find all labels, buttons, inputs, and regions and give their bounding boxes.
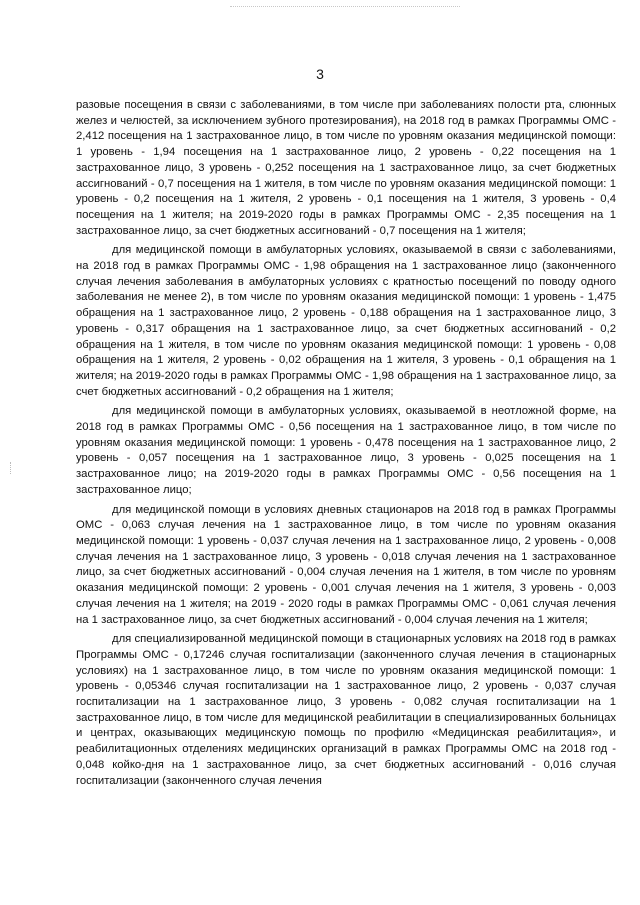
scan-artifact-margin (10, 462, 14, 474)
paragraph-1: разовые посещения в связи с заболеваниями, в том числе при заболеваниях полости рта, слюнных желез и челюстей, за исключением зубного протезирования), на 2018 год в рамках Программы ОМС - 2,412 посещения на 1 застрахованное лицо, в том числе по уровням оказания медицинской помощи: 1 уровень - 1,94 посещения на 1 застрахованное лицо, 2 уровень - 0,22 посещения на 1 застрахованное лицо, 3 уровень - 0,252 посещения на 1 застрахованное лицо, за счет бюджетных ассигнований - 0,7 посещения на 1 жителя, в том числе по уровням оказания медицинской помощи: 1 уровень - 0,2 посещения на 1 жителя, 2 уровень - 0,1 посещения на 1 жителя, 3 уровень - 0,4 посещения на 1 жителя; на 2019-2020 годы в рамках Программы ОМС - 2,35 посещения на 1 застрахованное лицо, за счет бюджетных ассигнований - 0,7 посещения на 1 жителя; (76, 99, 616, 237)
paragraph-3: для медицинской помощи в амбулаторных условиях, оказываемой в неотложной форме, на 2018 год в рамках Программы ОМС - 0,56 посещения на 1 застрахованное лицо, в том числе по уровням оказания медицинской помощи: 1 уровень - 0,478 посещения на 1 застрахованное лицо, 2 уровень - 0,057 посещения на 1 застрахованное лицо, 3 уровень - 0,025 посещения на 1 застрахованное лицо; на 2019-2020 годы в рамках Программы ОМС - 0,56 посещения на 1 застрахованное лицо; (76, 405, 616, 496)
document-body (76, 98, 616, 789)
paragraph-5: для специализированной медицинской помощи в стационарных условиях на 2018 год в рамках Программы ОМС - 0,17246 случая госпитализации (законченного случая лечения в стационарных условиях) на 1 застрахованное лицо, в том числе по уровням оказания медицинской помощи: 1 уровень - 0,05346 случая госпитализации на 1 застрахованное лицо, 2 уровень - 0,037 случая госпитализации на 1 застрахованное лицо, 3 уровень - 0,082 случая госпитализации на 1 застрахованное лицо, в том числе для медицинской реабилитации в специализированных больницах и центрах, оказывающих медицинскую помощь по профилю «Медицинская реабилитация», и реабилитационных отделениях медицинских организаций в рамках Программы ОМС на 2018 год - 0,048 койко-дня на 1 застрахованное лицо, за счет бюджетных ассигнований - 0,016 случая госпитализации (законченного случая лечения (76, 633, 616, 787)
paragraph-4: для медицинской помощи в условиях дневных стационаров на 2018 год в рамках Программы ОМС - 0,063 случая лечения на 1 застрахованное лицо, в том числе по уровням оказания медицинской помощи: 1 уровень - 0,037 случая лечения на 1 застрахованное лицо, 2 уровень - 0,008 случая лечения на 1 застрахованное лицо, 3 уровень - 0,018 случая лечения на 1 застрахованное лицо, за счет бюджетных ассигнований - 0,004 случая лечения на 1 жителя, в том числе по уровням оказания медицинской помощи: 2 уровень - 0,001 случая лечения на 1 жителя, 3 уровень - 0,003 случая лечения на 1 жителя; на 2019 - 2020 годы в рамках Программы ОМС - 0,061 случая лечения на 1 застрахованное лицо, за счет бюджетных ассигнований - 0,004 случая лечения на 1 жителя; (76, 503, 616, 626)
paragraph-2: для медицинской помощи в амбулаторных условиях, оказываемой в связи с заболеваниями, на 2018 год в рамках Программы ОМС - 1,98 обращения на 1 застрахованное лицо (законченного случая лечения заболевания в амбулаторных условиях с кратностью посещений по поводу одного заболевания не менее 2), в том числе по уровням оказания медицинской помощи: 1 уровень - 1,475 обращения на 1 застрахованное лицо, 2 уровень - 0,188 обращения на 1 застрахованное лицо, 3 уровень - 0,317 обращения на 1 застрахованное лицо, за счет бюджетных ассигнований - 0,2 обращения на 1 жителя, в том числе по уровням оказания медицинской помощи: 1 уровень - 0,08 обращения на 1 жителя, 2 уровень - 0,02 обращения на 1 жителя, 3 уровень - 0,1 обращения на 1 жителя; на 2019-2020 годы в рамках Программы ОМС - 1,98 обращения на 1 застрахованное лицо, за счет бюджетных ассигнований - 0,2 обращения на 1 жителя; (76, 244, 616, 398)
page-number: 3 (316, 66, 324, 82)
scan-artifact-top (230, 6, 460, 9)
